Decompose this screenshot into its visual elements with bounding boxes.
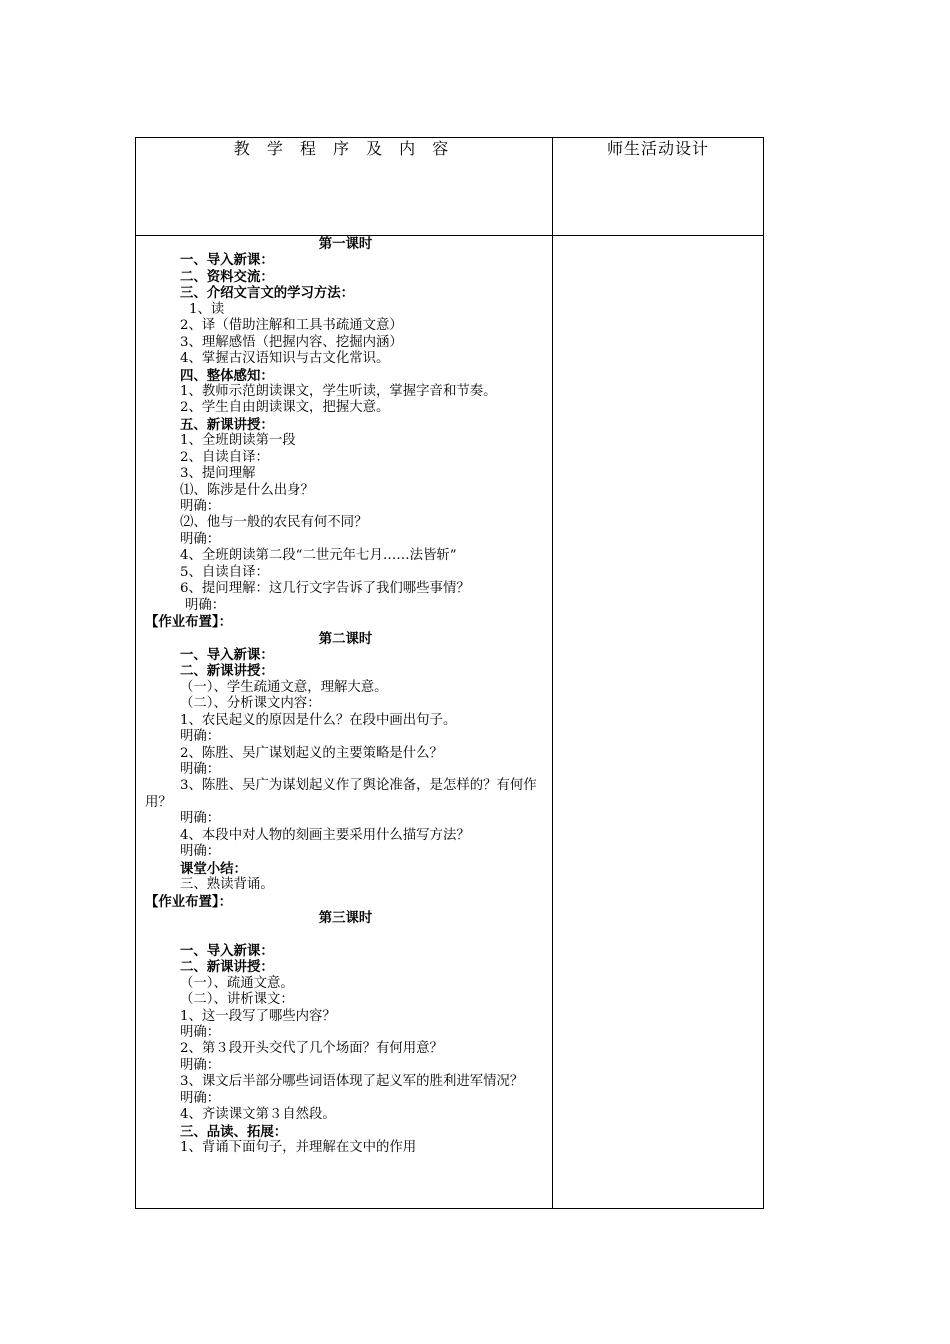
content-line: 2、学生自由朗读课文，把握大意。	[180, 400, 390, 416]
content-line: 6、提问理解：这几行文字告诉了我们哪些事情？	[180, 581, 470, 597]
content-line: 课堂小结：	[180, 860, 247, 877]
content-line: 一、导入新课：	[180, 252, 274, 269]
content-line: 2、第３段开头交代了几个场面？有何用意？	[180, 1041, 443, 1057]
activity-design-cell	[553, 236, 764, 1209]
content-line: 明确：	[180, 762, 221, 778]
content-line: 1、读	[189, 301, 225, 317]
content-line: （二）、分析课文内容：	[180, 696, 321, 712]
procedure-content	[136, 236, 552, 1157]
content-line: （一）、学生疏通文意，理解大意。	[180, 679, 388, 695]
content-line: 明确：	[180, 729, 221, 745]
content-line: 4、全班朗读第二段“二世元年七月……法皆斩”	[180, 548, 457, 564]
header-teaching-procedure: 教 学 程 序 及 内 容	[136, 138, 553, 236]
content-line: 3、提问理解	[180, 466, 256, 482]
content-line: 五、新课讲授：	[180, 416, 274, 433]
content-line: 【作业布置】：	[145, 893, 233, 910]
content-line: 第二课时	[318, 630, 373, 647]
content-line: 1、全班朗读第一段	[180, 433, 296, 449]
content-line: 明确：	[180, 1025, 221, 1041]
content-line: 明确：	[180, 499, 221, 515]
content-line: ⑴、陈涉是什么出身？	[180, 482, 314, 498]
content-line: 第三课时	[318, 909, 373, 926]
content-line: 明确：	[180, 1057, 221, 1073]
content-line: （二）、讲析课文：	[180, 992, 294, 1008]
content-line: ⑵、他与一般的农民有何不同？	[180, 515, 368, 531]
content-line: 3、理解感悟（把握内容、挖掘内涵）	[180, 334, 403, 350]
lesson-plan-table	[135, 137, 764, 1209]
content-line: 三、介绍文言文的学习方法：	[180, 285, 355, 302]
content-line: 3、课文后半部分哪些词语体现了起义军的胜利进军情况？	[180, 1074, 524, 1090]
content-line: 三、品读、拓展：	[180, 1123, 288, 1140]
content-line: 2、译（借助注解和工具书疏通文意）	[180, 318, 403, 334]
content-line: 第一课时	[318, 236, 373, 252]
content-line: 一、导入新课：	[180, 646, 274, 663]
header-activity-design: 师生活动设计	[553, 138, 764, 236]
content-line: 5、自读自译：	[180, 564, 269, 580]
content-line: 二、新课讲授：	[180, 663, 274, 680]
content-line: 3、陈胜、吴广为谋划起义作了舆论准备，是怎样的？有何作用？	[145, 778, 537, 810]
content-line: 2、自读自译：	[180, 449, 269, 465]
body-row	[136, 236, 764, 1209]
content-line: 明确：	[180, 531, 221, 547]
content-line: 明确：	[180, 844, 221, 860]
content-line: 2、陈胜、吴广谋划起义的主要策略是什么？	[180, 745, 443, 761]
content-line: （一）、疏通文意。	[180, 975, 294, 991]
content-line: 四、整体感知：	[180, 367, 274, 384]
content-line: 1、农民起义的原因是什么？在段中画出句子。	[180, 712, 457, 728]
content-line: 4、掌握古汉语知识与古文化常识。	[180, 351, 390, 367]
content-line	[145, 926, 546, 942]
procedure-content-cell	[136, 236, 553, 1209]
content-line: 1、这一段写了哪些内容？	[180, 1008, 336, 1024]
content-line: 4、本段中对人物的刻画主要采用什么描写方法？	[180, 827, 470, 843]
content-line: 二、新课讲授：	[180, 959, 274, 976]
content-line: 明确：	[180, 1090, 221, 1106]
header-row	[136, 138, 764, 236]
content-line: 4、齐读课文第３自然段。	[180, 1107, 336, 1123]
content-line: 1、教师示范朗读课文，学生听读，掌握字音和节奏。	[180, 383, 497, 399]
content-line: 二、资料交流：	[180, 268, 274, 285]
content-line: 明确：	[185, 597, 226, 613]
content-line: 一、导入新课：	[180, 942, 274, 959]
content-line: 1、背诵下面句子，并理解在文中的作用	[180, 1140, 417, 1156]
content-line: 【作业布置】：	[145, 614, 233, 631]
content-line: 明确：	[180, 811, 221, 827]
content-line: 三、熟读背诵。	[180, 877, 274, 893]
